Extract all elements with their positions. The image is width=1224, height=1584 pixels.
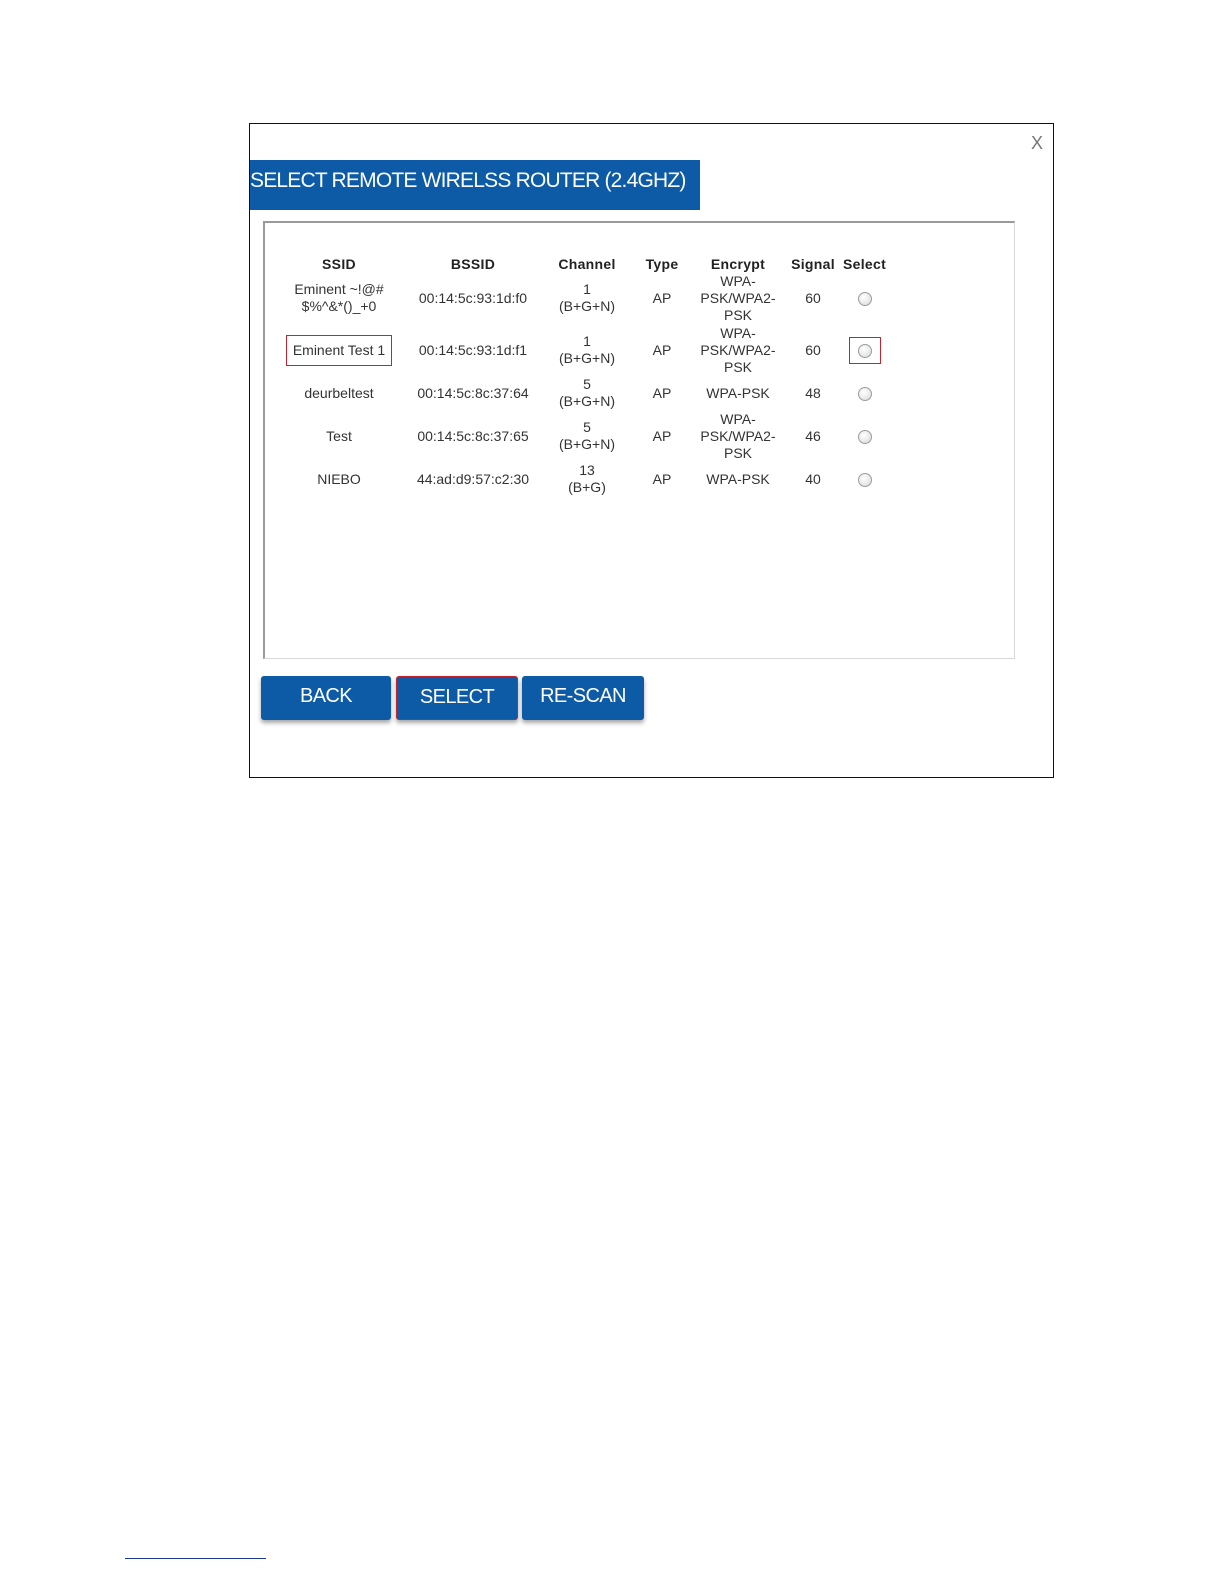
rescan-button[interactable]: RE-SCAN <box>522 676 644 720</box>
encrypt-text: WPA-PSK <box>706 470 770 487</box>
encrypt-text: WPA-PSK/WPA2-PSK <box>700 324 776 375</box>
cell-signal: 60 <box>805 341 821 358</box>
cell-signal: 46 <box>805 427 821 444</box>
cell-encrypt <box>693 272 783 324</box>
back-button[interactable]: BACK <box>261 676 391 720</box>
cell-bssid: 44:ad:d9:57:c2:30 <box>416 470 530 487</box>
header-bssid: BSSID <box>450 256 496 272</box>
cell-channel <box>543 376 631 410</box>
header-channel: Channel <box>558 256 616 272</box>
channel-mode: (B+G+N) <box>558 298 615 314</box>
header-signal: Signal <box>791 256 835 272</box>
cell-bssid: 00:14:5c:93:1d:f1 <box>418 341 528 358</box>
table-row[interactable] <box>275 272 886 324</box>
cell-signal: 40 <box>805 470 821 487</box>
cell-type: AP <box>652 470 672 487</box>
cell-select <box>843 324 886 376</box>
channel-number: 13 <box>579 462 595 478</box>
table-row[interactable] <box>275 462 886 496</box>
table-row[interactable] <box>275 376 886 410</box>
cell-encrypt <box>693 324 783 376</box>
cell-select <box>843 272 886 324</box>
cell-ssid: NIEBO <box>317 470 361 487</box>
cell-channel <box>543 462 631 496</box>
radio-highlight <box>849 337 881 364</box>
header-select: Select <box>843 256 887 272</box>
cell-type: AP <box>652 427 672 444</box>
cell-bssid: 00:14:5c:93:1d:f0 <box>418 289 528 306</box>
select-radio[interactable] <box>858 387 872 401</box>
cell-ssid: deurbeltest <box>304 384 374 401</box>
select-radio[interactable] <box>858 292 872 306</box>
cell-type: AP <box>652 341 672 358</box>
cell-channel <box>543 410 631 462</box>
channel-mode: (B+G+N) <box>558 393 615 409</box>
ssid-text: Eminent ~!@#$%^&*()_+0 <box>294 281 384 314</box>
ssid-highlight: Eminent Test 1 <box>286 335 392 366</box>
select-radio[interactable] <box>858 473 872 487</box>
cell-bssid: 00:14:5c:8c:37:65 <box>417 427 529 444</box>
header-encrypt: Encrypt <box>710 256 766 272</box>
cell-channel <box>543 324 631 376</box>
cell-select <box>843 410 886 462</box>
cell-encrypt <box>693 462 783 496</box>
network-table <box>275 250 886 496</box>
cell-ssid <box>275 324 403 376</box>
encrypt-text: WPA-PSK <box>706 384 770 401</box>
select-button[interactable]: SELECT <box>396 676 518 720</box>
cell-select <box>843 462 886 496</box>
cell-bssid: 00:14:5c:8c:37:64 <box>417 384 529 401</box>
channel-mode: (B+G) <box>568 479 606 495</box>
close-icon[interactable]: X <box>1030 133 1043 153</box>
cell-type: AP <box>652 384 672 401</box>
cell-signal: 60 <box>805 289 821 306</box>
channel-number: 5 <box>583 376 591 392</box>
cell-encrypt <box>693 410 783 462</box>
encrypt-text: WPA-PSK/WPA2-PSK <box>700 410 776 461</box>
select-radio[interactable] <box>858 344 872 358</box>
header-ssid: SSID <box>322 256 356 272</box>
channel-number: 5 <box>583 419 591 435</box>
table-header-row <box>275 250 886 272</box>
dialog-title: SELECT REMOTE WIRELSS ROUTER (2.4GHZ) <box>250 160 700 210</box>
network-list-panel <box>263 221 1015 659</box>
header-type: Type <box>645 256 679 272</box>
channel-mode: (B+G+N) <box>558 436 615 452</box>
channel-number: 1 <box>583 333 591 349</box>
channel-number: 1 <box>583 281 591 297</box>
encrypt-text: WPA-PSK/WPA2-PSK <box>700 272 776 323</box>
cell-select <box>843 376 886 410</box>
cell-ssid: Test <box>326 427 352 444</box>
cell-ssid <box>275 272 403 324</box>
cell-type: AP <box>652 289 672 306</box>
select-radio[interactable] <box>858 430 872 444</box>
channel-mode: (B+G+N) <box>558 350 615 366</box>
cell-encrypt <box>693 376 783 410</box>
table-row[interactable] <box>275 410 886 462</box>
select-router-dialog <box>249 123 1054 778</box>
footnote-divider <box>125 1558 266 1559</box>
cell-signal: 48 <box>805 384 821 401</box>
cell-channel <box>543 272 631 324</box>
table-row[interactable] <box>275 324 886 376</box>
